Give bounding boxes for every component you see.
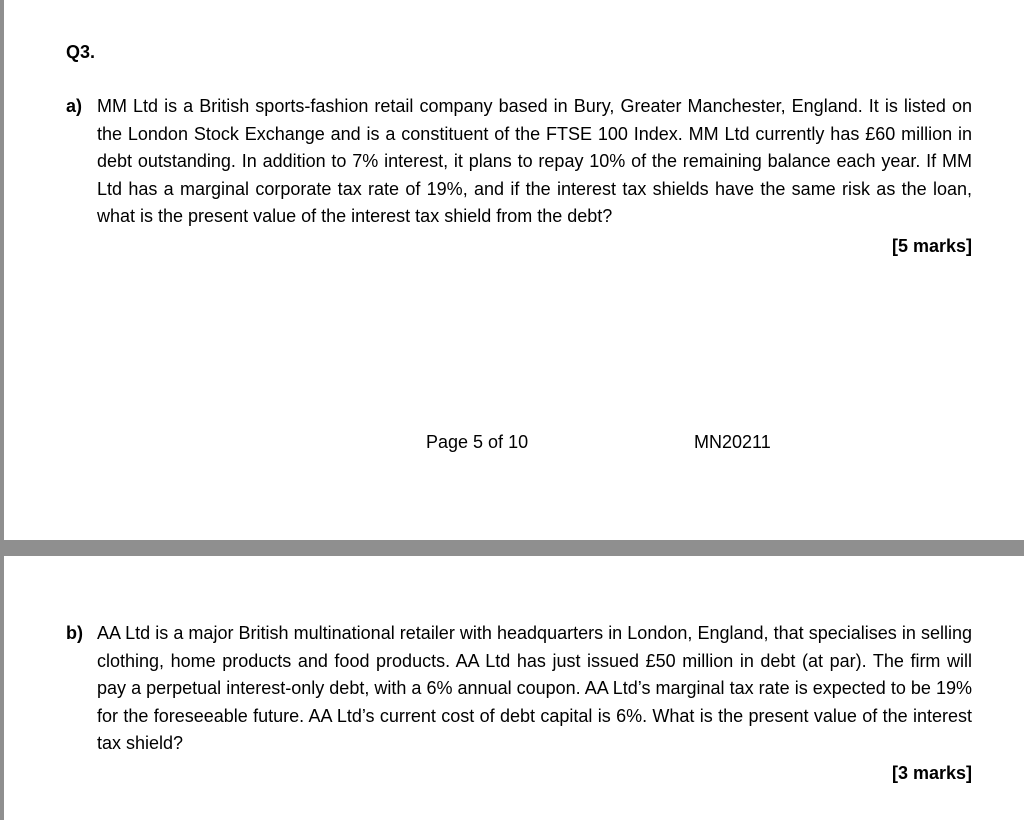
page-number: Page 5 of 10 [426, 432, 529, 452]
document-page-6 [4, 556, 1024, 820]
part-b-marks: [3 marks] [891, 762, 972, 783]
part-a-label: a) [66, 96, 83, 116]
question-heading: Q3. [66, 42, 96, 62]
part-b-text: AA Ltd is a major British multinational retailer with headquarters in London, England, that specialises in selling clothing, home products and food products. AA Ltd has just issued £50 million in debt (at par). The firm will pay a perpetual interest-only debt, with a 6% annual coupon. AA Ltd’s marginal tax rate is expected to be 19% for the foreseeable future. AA Ltd’s current cost of debt capital is 6%. What is the present value of the interest tax shield? [97, 623, 972, 754]
module-code: MN20211 [694, 432, 771, 452]
document-page-5 [4, 0, 1024, 540]
question-part-b [66, 620, 972, 788]
part-a-marks: [5 marks] [891, 235, 972, 256]
question-part-a [66, 93, 972, 261]
part-a-text: MM Ltd is a British sports-fashion retail company based in Bury, Greater Manchester, England. It is listed on the London Stock Exchange and is a constituent of the FTSE 100 Index. MM Ltd currently has £60 million in debt outstanding. In addition to 7% interest, it plans to repay 10% of the remaining balance each year. If MM Ltd has a marginal corporate tax rate of 19%, and if the interest tax shields have the same risk as the loan, what is the present value of the interest tax shield from the debt? [97, 96, 972, 227]
part-b-label: b) [66, 623, 83, 643]
